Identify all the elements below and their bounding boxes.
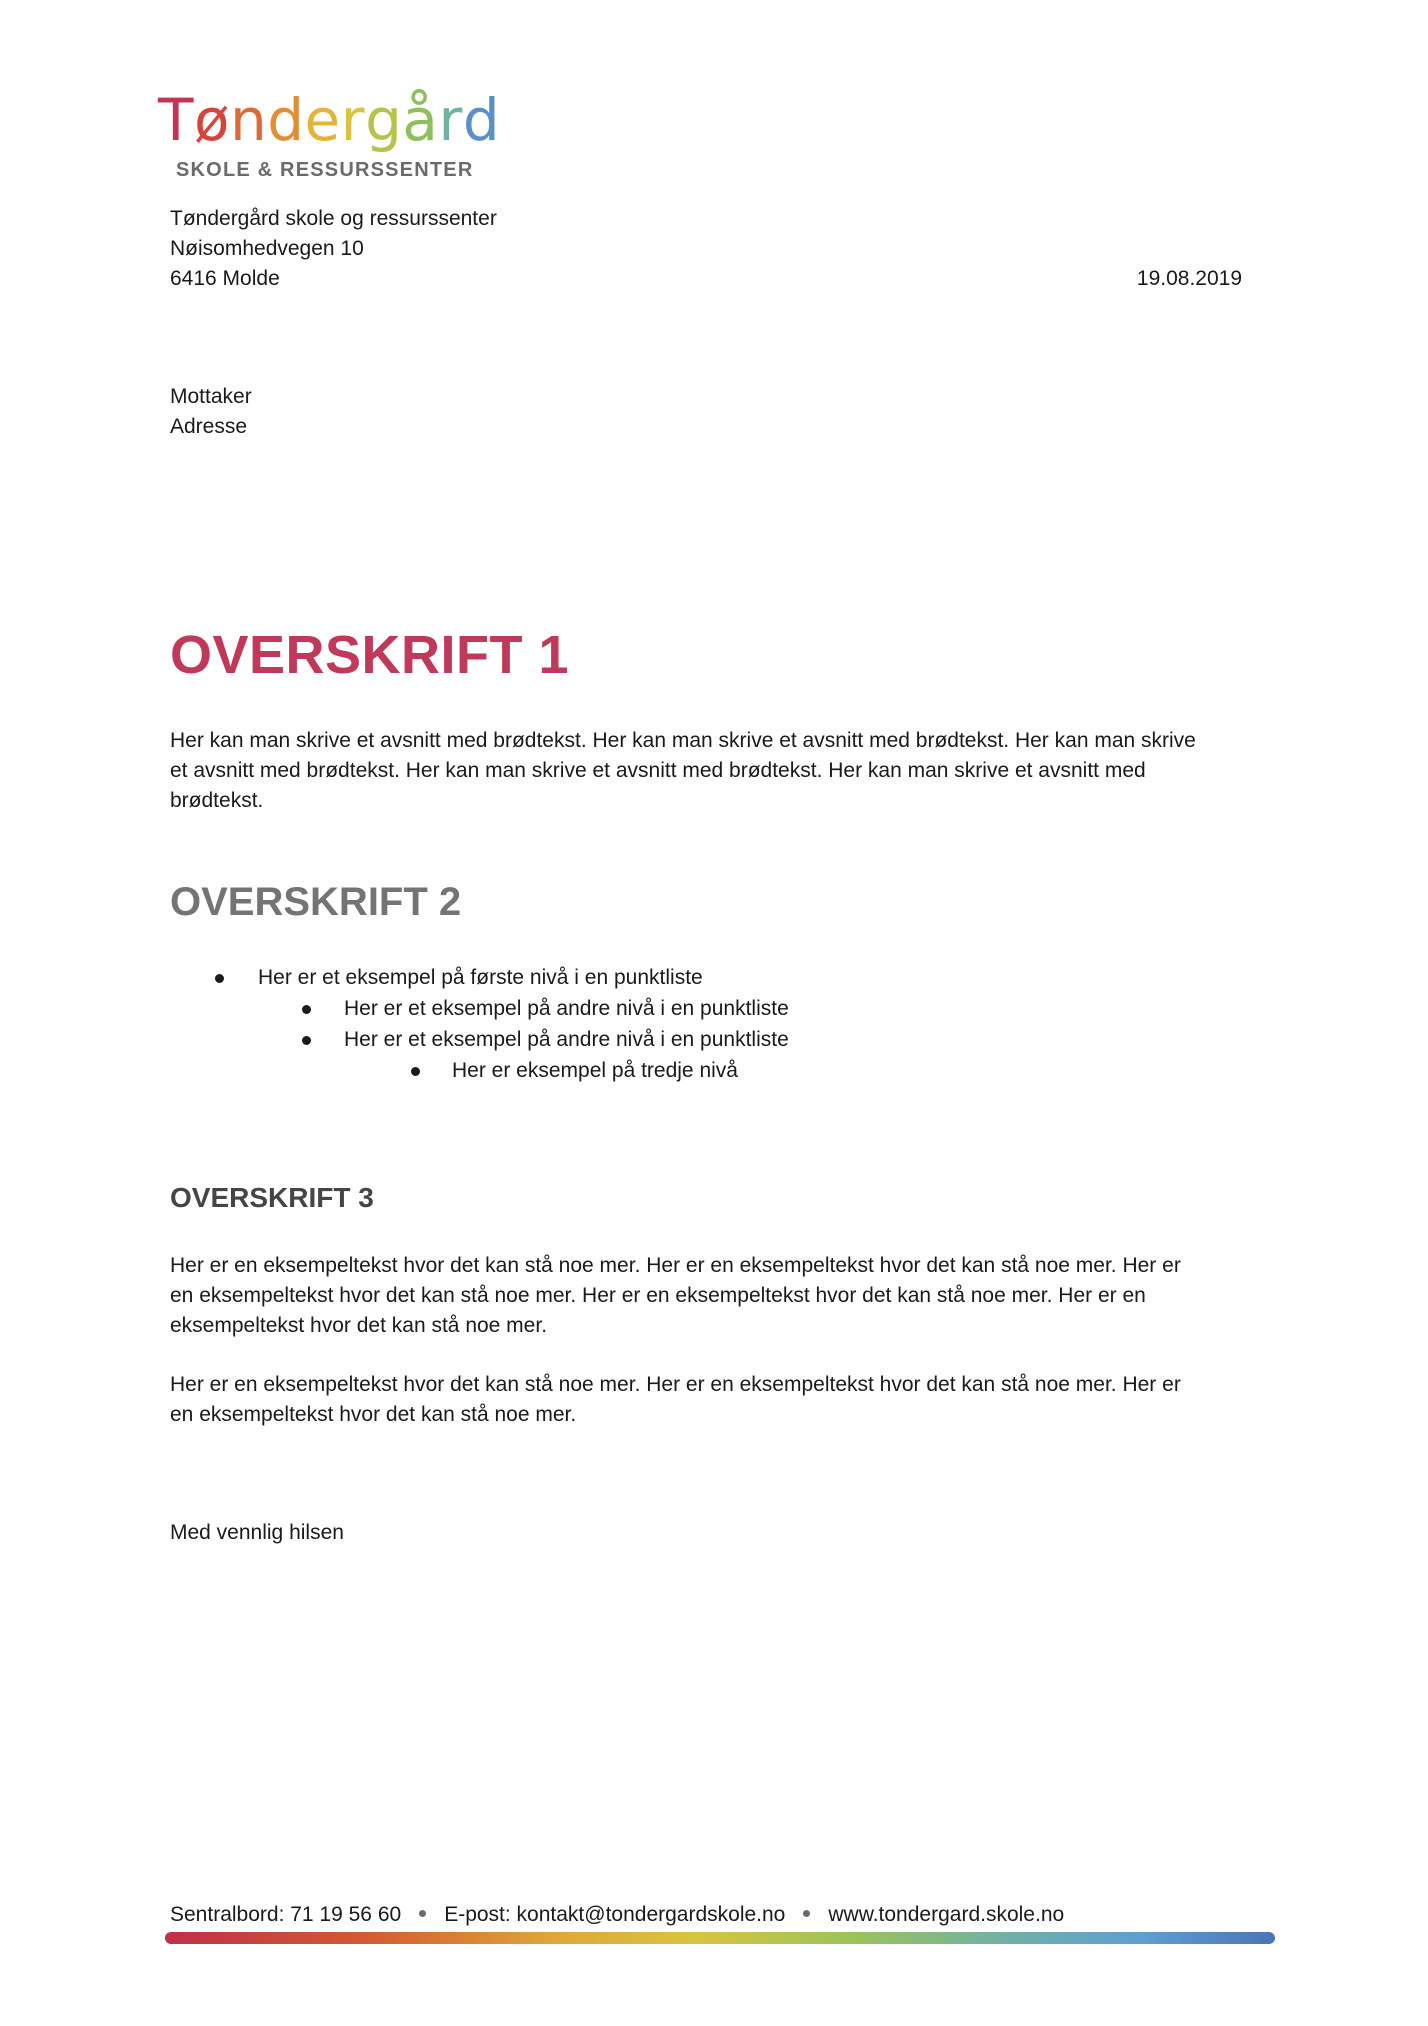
logo-letter: T: [158, 86, 194, 154]
body2-line: Her er en eksempeltekst hvor det kan stå noe mer. Her er en eksempeltekst hvor det kan stå noe mer. Her er: [170, 1254, 1181, 1277]
bullet-marker: [302, 1036, 311, 1045]
bullet-marker: [411, 1067, 420, 1076]
recipient-name: Mottaker: [170, 385, 252, 408]
bullet-marker: [215, 974, 224, 983]
bullet-marker: [302, 1005, 311, 1014]
sender-name: Tøndergård skole og ressurssenter: [170, 207, 497, 230]
body1-line: Her kan man skrive et avsnitt med brødtekst. Her kan man skrive et avsnitt med brødtekst. Her kan man skrive: [170, 729, 1196, 752]
footer-separator-dot: [419, 1910, 426, 1917]
logo-letter: r: [340, 86, 366, 154]
logo-letter: n: [229, 86, 268, 154]
list-item-level-3: Her er eksempel på tredje nivå: [452, 1059, 738, 1082]
logo-subtitle: SKOLE & RESSURSSENTER: [176, 159, 474, 181]
footer-rainbow-bar: [165, 1932, 1275, 1944]
heading-2: OVERSKRIFT 2: [170, 880, 462, 924]
logo: [158, 86, 501, 188]
logo-letter: e: [304, 86, 341, 154]
logo-letter: ø: [193, 86, 230, 154]
body1-line: et avsnitt med brødtekst. Her kan man skrive et avsnitt med brødtekst. Her kan man skrive et avsnitt med: [170, 759, 1146, 782]
logo-letter: g: [365, 86, 403, 154]
list-item-level-1: Her er et eksempel på første nivå i en punktliste: [258, 966, 703, 989]
heading-3: OVERSKRIFT 3: [170, 1182, 374, 1213]
recipient-address: Adresse: [170, 415, 248, 438]
body3-line: en eksempeltekst hvor det kan stå noe mer.: [170, 1403, 577, 1426]
body2-line: eksempeltekst hvor det kan stå noe mer.: [170, 1314, 548, 1337]
logo-letter: d: [267, 86, 305, 154]
footer-email[interactable]: E-post: kontakt@tondergardskole.no: [444, 1903, 786, 1926]
list-item-level-2: Her er et eksempel på andre nivå i en punktliste: [344, 997, 789, 1020]
logo-letter: d: [462, 86, 501, 154]
logo-letter: å: [402, 86, 439, 154]
sender-city: 6416 Molde: [170, 267, 280, 290]
heading-1: OVERSKRIFT 1: [170, 625, 570, 685]
body2-line: en eksempeltekst hvor det kan stå noe mer. Her er en eksempeltekst hvor det kan stå noe mer. Her er en: [170, 1284, 1146, 1307]
sender-street: Nøisomhedvegen 10: [170, 237, 364, 260]
body3-line: Her er en eksempeltekst hvor det kan stå noe mer. Her er en eksempeltekst hvor det kan stå noe mer. Her er: [170, 1373, 1181, 1396]
footer: [170, 1900, 1064, 1930]
footer-website-link[interactable]: www.tondergard.skole.no: [828, 1903, 1065, 1926]
footer-separator-dot: [803, 1910, 810, 1917]
list-item-level-2: Her er et eksempel på andre nivå i en punktliste: [344, 1028, 789, 1051]
letter-date: 19.08.2019: [1136, 267, 1242, 290]
closing: Med vennlig hilsen: [170, 1521, 344, 1544]
footer-phone: Sentralbord: 71 19 56 60: [170, 1903, 402, 1926]
body1-line: brødtekst.: [170, 789, 264, 812]
logo-wordmark: [158, 88, 500, 152]
logo-letter: r: [438, 86, 463, 154]
